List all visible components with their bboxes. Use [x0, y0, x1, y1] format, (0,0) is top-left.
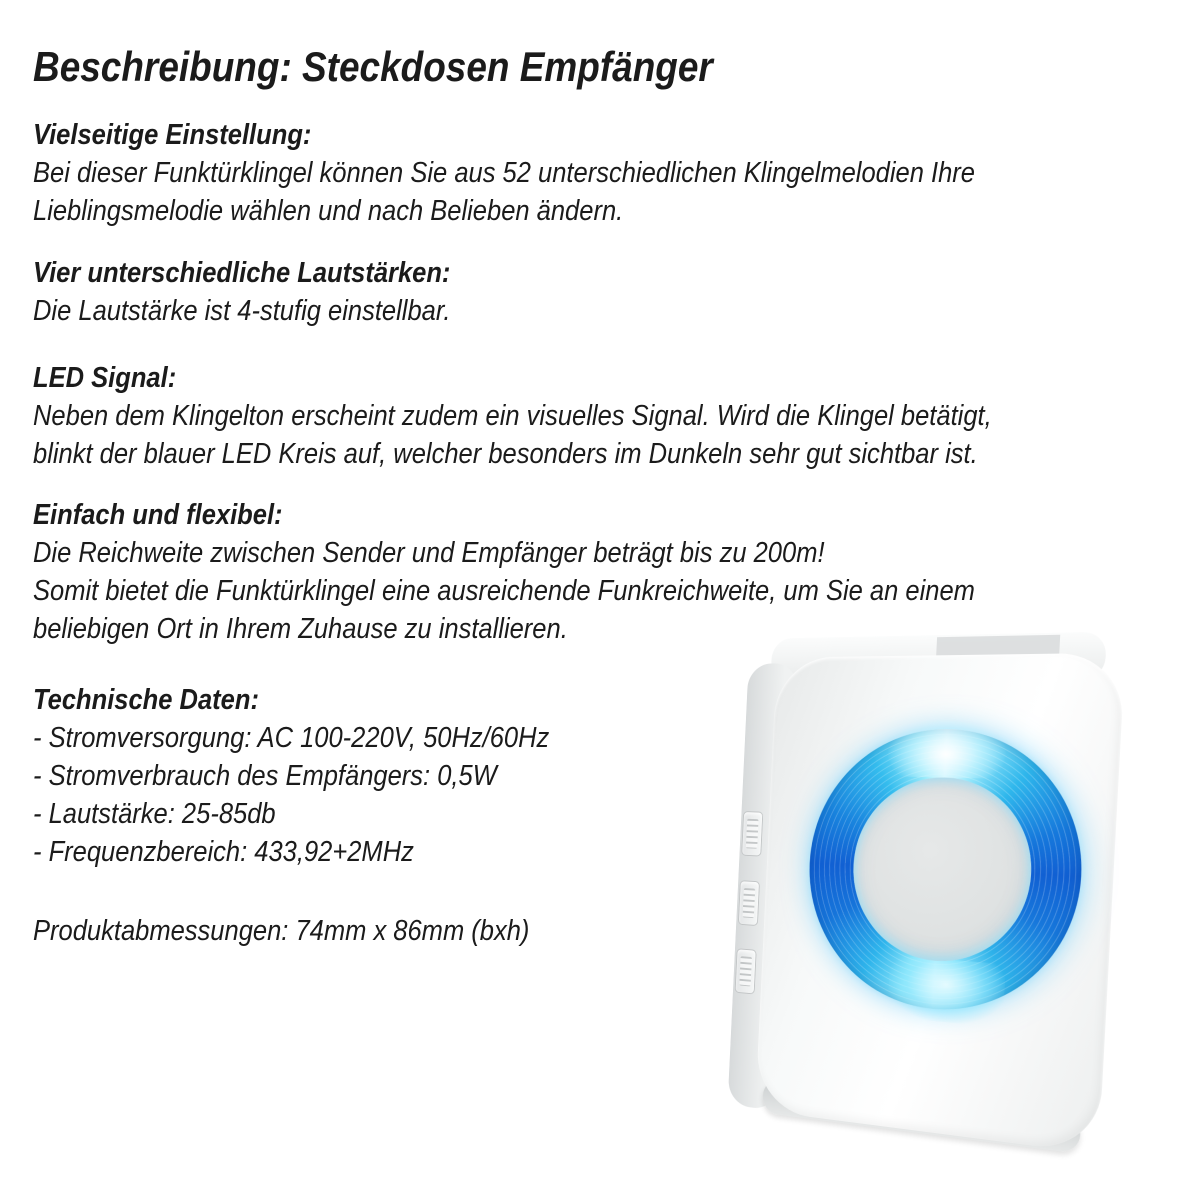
- page-title: Beschreibung: Steckdosen Empfänger: [33, 43, 713, 91]
- led-glow-top: [887, 719, 1007, 779]
- device-front-face: [755, 653, 1125, 1154]
- button-ridges: [739, 956, 752, 986]
- body-line: Neben dem Klingelton erscheint zudem ein visuelles Signal. Wird die Klingel betätigt,: [33, 400, 992, 432]
- section-heading: Vielseitige Einstellung:: [33, 119, 312, 151]
- led-ring: [803, 728, 1089, 1022]
- side-button-1: [741, 811, 763, 857]
- section-led-signal: [33, 359, 1193, 473]
- button-ridges: [743, 888, 756, 918]
- spec-list-item: - Stromverbrauch des Empfängers: 0,5W: [33, 760, 497, 792]
- section-heading: LED Signal:: [33, 362, 177, 394]
- section-heading: Vier unterschiedliche Lautstärken:: [33, 257, 451, 289]
- body-line: Die Reichweite zwischen Sender und Empfänger beträgt bis zu 200m!: [33, 537, 825, 569]
- body-line: Lieblingsmelodie wählen und nach Belieben ändern.: [33, 195, 624, 227]
- product-dimensions: Produktabmessungen: 74mm x 86mm (bxh): [33, 915, 530, 947]
- spec-list-item: - Stromversorgung: AC 100-220V, 50Hz/60Hz: [33, 722, 550, 754]
- body-line: Bei dieser Funktürklingel können Sie aus 52 unterschiedlichen Klingelmelodien Ihre: [33, 157, 975, 189]
- section-heading: Einfach und flexibel:: [33, 499, 283, 531]
- body-line: Somit bietet die Funktürklingel eine ausreichende Funkreichweite, um Sie an einem: [33, 575, 975, 607]
- button-ridges: [746, 819, 759, 849]
- device-top-reflection: [936, 635, 1060, 656]
- spec-list-item: - Frequenzbereich: 433,92+2MHz: [33, 836, 414, 868]
- section-heading: Technische Daten:: [33, 684, 259, 716]
- body-line: blinkt der blauer LED Kreis auf, welcher besonders im Dunkeln sehr gut sichtbar ist.: [33, 438, 978, 470]
- led-glow-bottom: [887, 955, 1006, 1027]
- spec-list-item: - Lautstärke: 25-85db: [33, 798, 276, 830]
- body-line: beliebigen Ort in Ihrem Zuhause zu installieren.: [33, 613, 568, 645]
- body-line: Die Lautstärke ist 4-stufig einstellbar.: [33, 295, 451, 327]
- side-button-3: [735, 948, 757, 994]
- side-button-2: [738, 880, 760, 926]
- section-vielseitige-einstellung: [33, 116, 1193, 230]
- product-image: [720, 623, 1133, 1166]
- section-lautstaerken: [33, 254, 1193, 330]
